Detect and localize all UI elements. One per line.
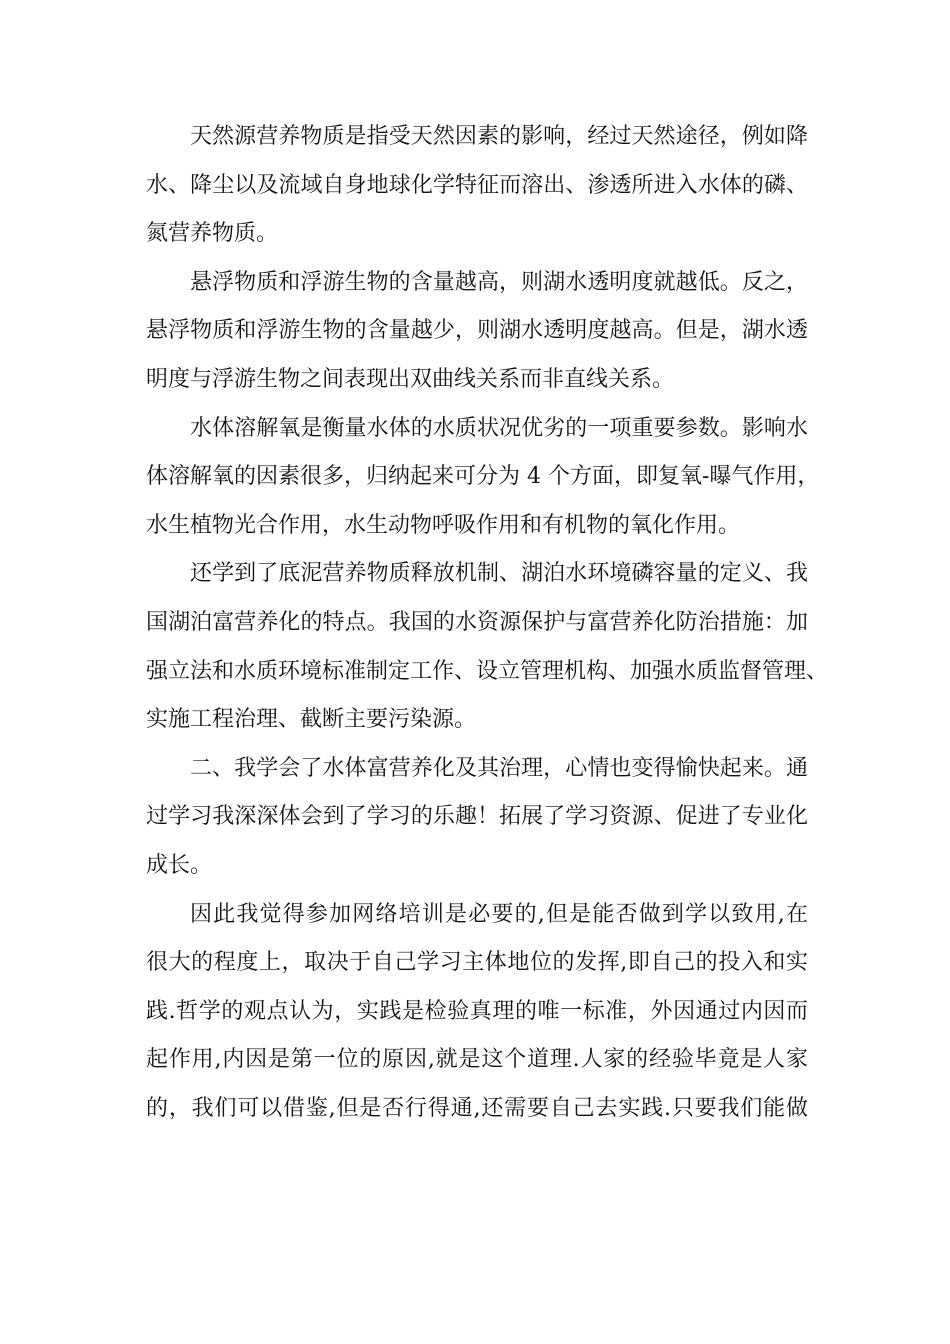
text-line: 明度与浮游生物之间表现出双曲线关系而非直线关系。 xyxy=(146,366,675,392)
text-line: 过学习我深深体会到了学习的乐趣！拓展了学习资源、促进了专业化 xyxy=(146,804,808,830)
text-line: 悬浮物质和浮游生物的含量越高，则湖水透明度就越低。反之， xyxy=(190,269,808,295)
text-line: 水、降尘以及流域自身地球化学特征而溶出、渗透所进入水体的磷、 xyxy=(146,172,808,198)
paragraph-online-training xyxy=(146,891,808,1134)
text-line: 起作用,内因是第一位的原因,就是这个道理.人家的经验毕竟是人家 xyxy=(146,1047,808,1073)
paragraph-sediment xyxy=(146,550,829,744)
text-line: 因此我觉得参加网络培训是必要的,但是能否做到学以致用,在 xyxy=(190,901,808,927)
text-line: 体溶解氧的因素很多，归纳起来可分为 4 个方面，即复氧-曝气作用， xyxy=(146,464,820,490)
text-line: 还学到了底泥营养物质释放机制、湖泊水环境磷容量的定义、我 xyxy=(190,561,808,587)
text-line: 水生植物光合作用，水生动物呼吸作用和有机物的氧化作用。 xyxy=(146,512,741,538)
text-line: 的，我们可以借鉴,但是否行得通,还需要自己去实践.只要我们能做 xyxy=(146,1095,808,1121)
text-line: 水体溶解氧是衡量水体的水质状况优劣的一项重要参数。影响水 xyxy=(190,415,808,441)
text-line: 二、我学会了水体富营养化及其治理，心情也变得愉快起来。通 xyxy=(190,755,808,781)
text-line: 很大的程度上，取决于自己学习主体地位的发挥,即自己的投入和实 xyxy=(146,950,808,976)
text-line: 氮营养物质。 xyxy=(146,221,279,247)
text-line: 悬浮物质和浮游生物的含量越少，则湖水透明度越高。但是，湖水透 xyxy=(146,318,808,344)
paragraph-transparency xyxy=(146,259,808,405)
text-line: 强立法和水质环境标准制定工作、设立管理机构、加强水质监督管理、 xyxy=(146,658,829,684)
paragraph-learning-joy xyxy=(146,745,808,891)
body-text xyxy=(146,113,829,1133)
paragraph-natural-nutrients xyxy=(146,113,808,259)
text-line: 实施工程治理、截断主要污染源。 xyxy=(146,707,477,733)
text-line: 践.哲学的观点认为，实践是检验真理的唯一标准，外因通过内因而 xyxy=(146,998,808,1024)
text-line: 国湖泊富营养化的特点。我国的水资源保护与富营养化防治措施：加 xyxy=(146,609,808,635)
text-line: 天然源营养物质是指受天然因素的影响，经过天然途径，例如降 xyxy=(190,124,808,149)
paragraph-dissolved-oxygen xyxy=(146,405,820,551)
text-line: 成长。 xyxy=(146,852,213,878)
